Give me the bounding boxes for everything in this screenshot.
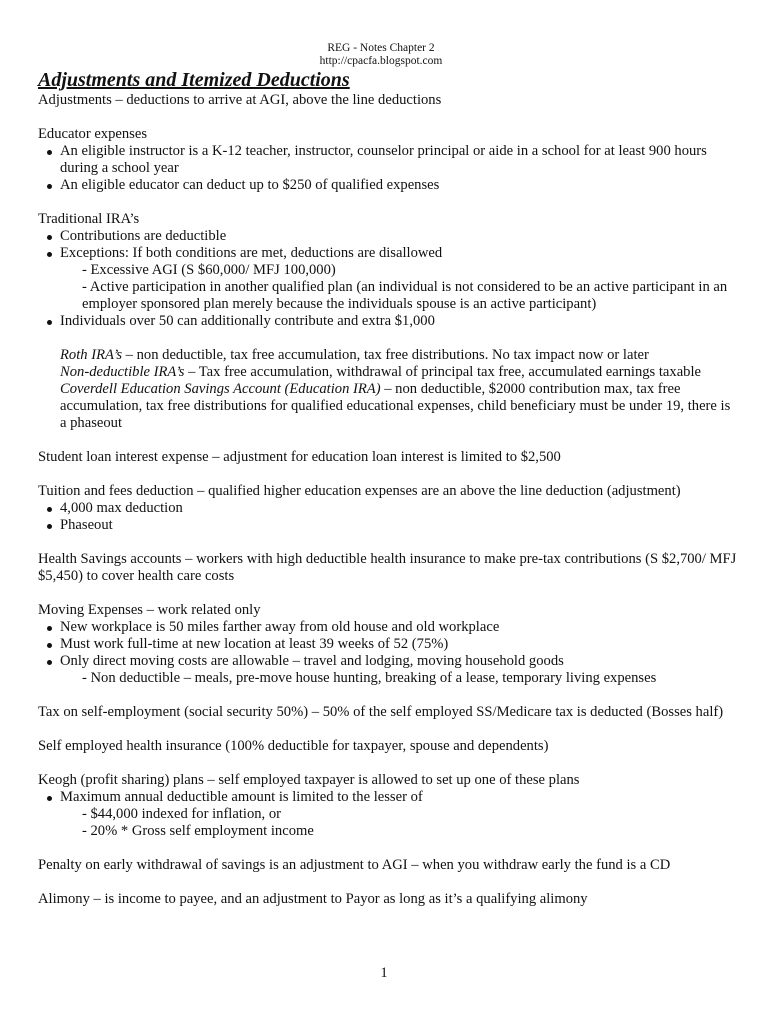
list-item: New workplace is 50 miles farther away from old house and old workplace (60, 619, 738, 636)
keogh-section (38, 772, 738, 840)
header-url: http://cpacfa.blogspot.com (319, 55, 443, 67)
header-title: REG - Notes Chapter 2 (327, 42, 435, 54)
list-item (60, 245, 738, 313)
list-item (60, 653, 738, 687)
nondeductible-ira-note (60, 364, 738, 381)
ira-types (38, 347, 738, 432)
list-item-text: Maximum annual deductible amount is limited to the lesser of (60, 789, 423, 805)
sub-item: - $44,000 indexed for inflation, or (82, 806, 281, 822)
list-item-text: Exceptions: If both conditions are met, deductions are disallowed (60, 245, 443, 261)
list-item: Must work full-time at new location at least 39 weeks of 52 (75%) (60, 636, 738, 653)
roth-ira-text: – non deductible, tax free accumulation, tax free distributions. No tax impact now or later (122, 347, 649, 363)
coverdell-term: Coverdell Education Savings Account (Education IRA) (60, 381, 381, 397)
hsa-paragraph: Health Savings accounts – workers with high deductible health insurance to make pre-tax contributions (S $2,700/ MFJ $5,450) to cover health care costs (38, 551, 737, 584)
keogh-heading: Keogh (profit sharing) plans – self employed taxpayer is allowed to set up one of these plans (38, 772, 580, 788)
document-title: Adjustments and Itemized Deductions (38, 69, 350, 91)
coverdell-note (60, 381, 738, 432)
page-header (24, 42, 738, 68)
educator-heading: Educator expenses (38, 126, 148, 142)
moving-list (38, 619, 738, 687)
nondeductible-ira-text: – Tax free accumulation, withdrawal of principal tax free, accumulated earnings taxable (184, 364, 701, 380)
moving-section (38, 602, 738, 687)
tuition-heading: Tuition and fees deduction – qualified higher education expenses are an above the line deduction (adjustment) (38, 483, 681, 499)
intro-text: Adjustments – deductions to arrive at AGI, above the line deductions (38, 92, 442, 108)
list-item: Contributions are deductible (60, 228, 738, 245)
se-health-paragraph: Self employed health insurance (100% deductible for taxpayer, spouse and dependents) (38, 738, 549, 754)
moving-heading: Moving Expenses – work related only (38, 602, 261, 618)
sub-item: - Excessive AGI (S $60,000/ MFJ 100,000) (82, 262, 336, 278)
nondeductible-ira-term: Non-deductible IRA’s (60, 364, 185, 380)
penalty-paragraph: Penalty on early withdrawal of savings is an adjustment to AGI – when you withdraw early the fund is a CD (38, 857, 671, 873)
sub-item: - Active participation in another qualified plan (an individual is not considered to be an active participant in an employer sponsored plan merely because the individuals spouse is an active participant) (82, 279, 728, 312)
self-employment-tax-paragraph: Tax on self-employment (social security 50%) – 50% of the self employed SS/Medicare tax is deducted (Bosses half) (38, 704, 724, 720)
list-item: An eligible instructor is a K-12 teacher, instructor, counselor principal or aide in a school for at least 900 hours during a school year (60, 143, 738, 177)
educator-list (38, 143, 738, 194)
list-item: An eligible educator can deduct up to $250 of qualified expenses (60, 177, 738, 194)
sub-item: - 20% * Gross self employment income (82, 823, 314, 839)
document-page (38, 42, 738, 908)
keogh-list (38, 789, 738, 840)
ira-section (38, 211, 738, 432)
roth-ira-note (60, 347, 738, 364)
ira-list (38, 228, 738, 330)
list-item (60, 789, 738, 840)
list-item: Phaseout (60, 517, 738, 534)
list-item: 4,000 max deduction (60, 500, 738, 517)
ira-heading: Traditional IRA’s (38, 211, 140, 227)
student-loan-paragraph: Student loan interest expense – adjustment for education loan interest is limited to $2,500 (38, 449, 561, 465)
list-item: Individuals over 50 can additionally contribute and extra $1,000 (60, 313, 738, 330)
alimony-paragraph: Alimony – is income to payee, and an adjustment to Payor as long as it’s a qualifying alimony (38, 891, 588, 907)
list-item-text: Only direct moving costs are allowable – travel and lodging, moving household goods (60, 653, 564, 669)
roth-ira-term: Roth IRA’s (60, 347, 123, 363)
sub-item: - Non deductible – meals, pre-move house hunting, breaking of a lease, temporary living expenses (82, 670, 657, 686)
tuition-list (38, 500, 738, 534)
coverdell-text: – non deductible, $2000 contribution max, tax free accumulation, tax free distributions for qualified educational expenses, child beneficiary must be under 19, there is a phaseout (60, 381, 731, 431)
tuition-section (38, 483, 738, 534)
page-number: 1 (380, 965, 388, 981)
educator-section (38, 126, 738, 194)
